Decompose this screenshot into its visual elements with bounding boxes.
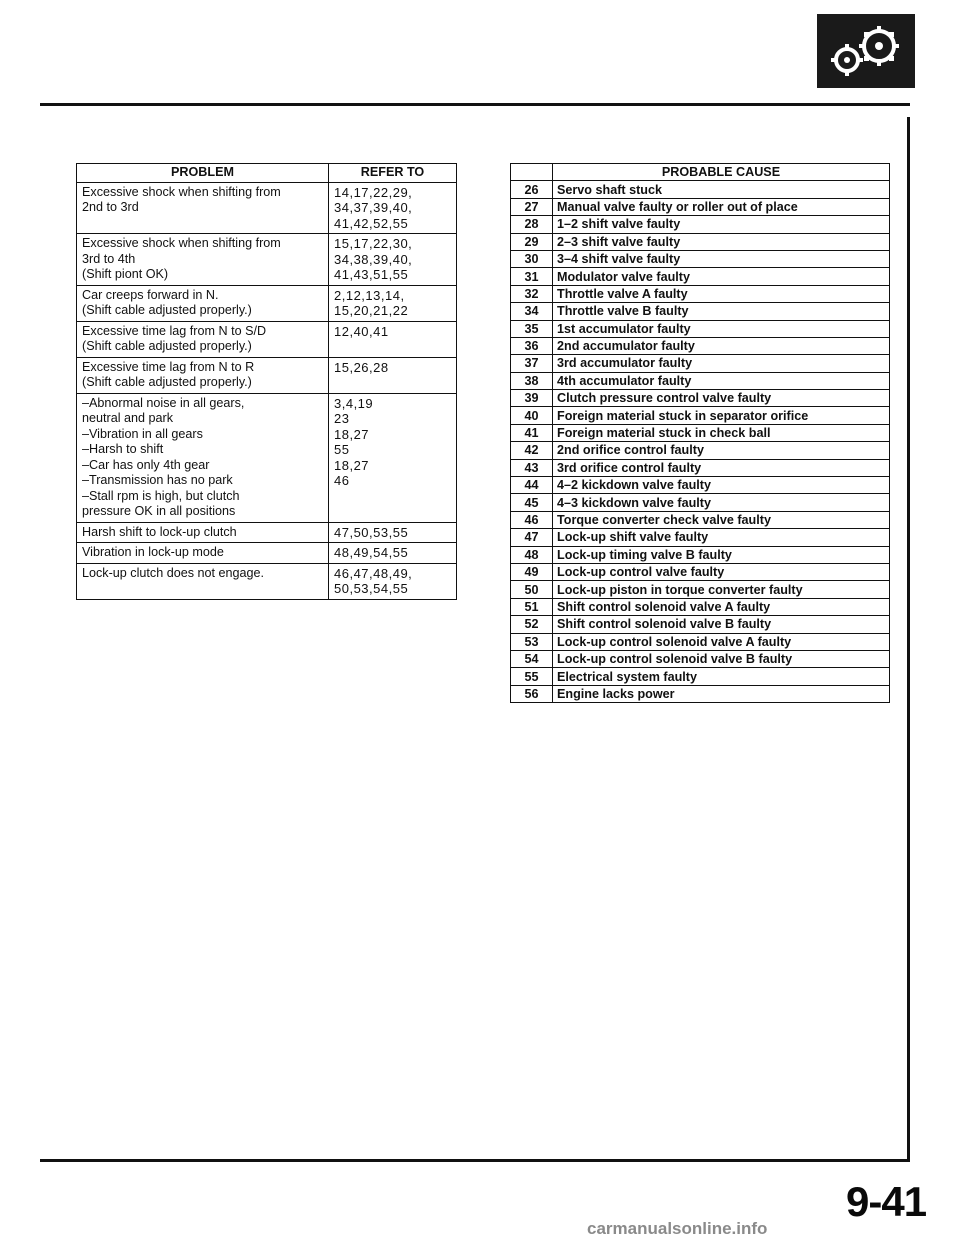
cause-number-cell: 39 <box>511 390 553 407</box>
cause-table-header <box>511 164 890 181</box>
table-row <box>511 511 890 528</box>
table-row <box>511 598 890 615</box>
table-row <box>77 357 457 393</box>
cause-number-cell: 32 <box>511 285 553 302</box>
problem-cell: Vibration in lock-up mode <box>77 543 329 564</box>
cause-number-cell: 27 <box>511 198 553 215</box>
table-row <box>511 650 890 667</box>
cause-number-cell: 30 <box>511 250 553 267</box>
table-row <box>511 268 890 285</box>
cause-text-cell: 2–3 shift valve faulty <box>553 233 890 250</box>
table-row <box>77 182 457 234</box>
table-row <box>77 522 457 543</box>
cause-text-cell: 4–3 kickdown valve faulty <box>553 494 890 511</box>
table-row <box>77 285 457 321</box>
cause-number-cell: 55 <box>511 668 553 685</box>
refer-to-line: 23 <box>334 411 350 426</box>
cause-text-cell: 1–2 shift valve faulty <box>553 216 890 233</box>
table-row <box>77 321 457 357</box>
cause-number-cell: 53 <box>511 633 553 650</box>
cause-number-cell: 50 <box>511 581 553 598</box>
cause-number-cell: 45 <box>511 494 553 511</box>
table-row <box>511 250 890 267</box>
refer-to-line: 41,43,51,55 <box>334 267 409 282</box>
refer-to-line: 15,26,28 <box>334 359 389 375</box>
table-row <box>511 233 890 250</box>
refer-to-line: 34,37,39,40, <box>334 200 413 215</box>
cause-text-cell: 1st accumulator faulty <box>553 320 890 337</box>
cause-number-cell: 35 <box>511 320 553 337</box>
problem-cell: Excessive time lag from N to R (Shift cable adjusted properly.) <box>77 357 329 393</box>
cause-number-cell: 51 <box>511 598 553 615</box>
cause-number-cell: 38 <box>511 372 553 389</box>
table-row <box>77 393 457 522</box>
refer-to-line: 48,49,54,55 <box>334 545 409 560</box>
table-row <box>511 216 890 233</box>
number-header <box>511 164 553 181</box>
cause-text-cell: Modulator valve faulty <box>553 268 890 285</box>
cause-number-cell: 56 <box>511 685 553 702</box>
cause-text-cell: Lock-up control valve faulty <box>553 563 890 580</box>
cause-text-cell: Lock-up control solenoid valve B faulty <box>553 650 890 667</box>
cause-text-cell: 3rd accumulator faulty <box>553 355 890 372</box>
problem-cell: Lock-up clutch does not engage. <box>77 563 329 599</box>
refer-to-line: 15,17,22,30, <box>334 236 413 251</box>
problem-cell: Excessive shock when shifting from 3rd to 4th (Shift piont OK) <box>77 234 329 286</box>
cause-text-cell: Servo shaft stuck <box>553 181 890 198</box>
refer-to-line: 46 <box>334 473 350 488</box>
cause-text-cell: 2nd accumulator faulty <box>553 337 890 354</box>
cause-number-cell: 43 <box>511 459 553 476</box>
cause-text-cell: Electrical system faulty <box>553 668 890 685</box>
refer-to-line: 34,38,39,40, <box>334 251 413 267</box>
cause-text-cell: Lock-up piston in torque converter faulty <box>553 581 890 598</box>
table-row <box>511 355 890 372</box>
cause-number-cell: 44 <box>511 477 553 494</box>
problem-table-header <box>77 164 457 183</box>
table-row <box>511 320 890 337</box>
table-row <box>511 529 890 546</box>
cause-text-cell: Foreign material stuck in check ball <box>553 424 890 441</box>
cause-text-cell: Engine lacks power <box>553 685 890 702</box>
table-row <box>511 198 890 215</box>
refer-to-line: 12,40,41 <box>334 323 389 339</box>
cause-text-cell: 3–4 shift valve faulty <box>553 250 890 267</box>
cause-number-cell: 54 <box>511 650 553 667</box>
cause-number-cell: 29 <box>511 233 553 250</box>
cause-text-cell: Clutch pressure control valve faulty <box>553 390 890 407</box>
table-row <box>511 668 890 685</box>
refer-to-line: 41,42,52,55 <box>334 215 409 231</box>
cause-number-cell: 47 <box>511 529 553 546</box>
table-row <box>511 581 890 598</box>
refer-to-line: 3,4,19 <box>334 395 374 411</box>
table-row <box>511 303 890 320</box>
cause-text-cell: 4th accumulator faulty <box>553 372 890 389</box>
cause-number-cell: 41 <box>511 424 553 441</box>
refer-to-line: 55 <box>334 442 350 457</box>
problem-header: PROBLEM <box>77 164 329 183</box>
cause-number-cell: 46 <box>511 511 553 528</box>
refer-to-cell <box>329 393 457 522</box>
cause-number-cell: 52 <box>511 616 553 633</box>
table-row <box>511 390 890 407</box>
refer-to-cell <box>329 563 457 599</box>
top-rule <box>40 103 910 106</box>
table-row <box>511 563 890 580</box>
table-row <box>77 234 457 286</box>
cause-number-cell: 42 <box>511 442 553 459</box>
refer-to-cell <box>329 182 457 234</box>
table-row <box>511 616 890 633</box>
table-row <box>77 543 457 564</box>
problem-cell: Excessive time lag from N to S/D (Shift cable adjusted properly.) <box>77 321 329 357</box>
cause-text-cell: Lock-up control solenoid valve A faulty <box>553 633 890 650</box>
transmission-gears-icon <box>817 14 915 88</box>
table-row <box>511 407 890 424</box>
cause-number-cell: 49 <box>511 563 553 580</box>
probable-cause-table <box>510 163 890 703</box>
cause-text-cell: Throttle valve A faulty <box>553 285 890 302</box>
cause-number-cell: 26 <box>511 181 553 198</box>
table-row <box>511 546 890 563</box>
cause-text-cell: Shift control solenoid valve A faulty <box>553 598 890 615</box>
refer-to-line: 15,20,21,22 <box>334 303 409 318</box>
page-number: 9-41 <box>846 1178 927 1225</box>
cause-text-cell: Foreign material stuck in separator orifice <box>553 407 890 424</box>
cause-number-cell: 37 <box>511 355 553 372</box>
table-row <box>511 181 890 198</box>
cause-number-cell: 34 <box>511 303 553 320</box>
table-row <box>511 685 890 702</box>
table-row <box>511 337 890 354</box>
cause-text-cell: 4–2 kickdown valve faulty <box>553 477 890 494</box>
refer-to-line: 46,47,48,49, <box>334 565 413 581</box>
table-row <box>511 424 890 441</box>
cause-number-cell: 36 <box>511 337 553 354</box>
cause-text-cell: 2nd orifice control faulty <box>553 442 890 459</box>
refer-to-line: 2,12,13,14, <box>334 287 405 303</box>
refer-to-cell <box>329 285 457 321</box>
table-row <box>511 494 890 511</box>
refer-to-header: REFER TO <box>329 164 457 183</box>
bottom-rule <box>40 1159 910 1162</box>
cause-text-cell: Throttle valve B faulty <box>553 303 890 320</box>
refer-to-cell <box>329 321 457 357</box>
refer-to-cell <box>329 357 457 393</box>
cause-number-cell: 48 <box>511 546 553 563</box>
table-row <box>77 563 457 599</box>
cause-text-cell: Lock-up timing valve B faulty <box>553 546 890 563</box>
cause-text-cell: 3rd orifice control faulty <box>553 459 890 476</box>
refer-to-line: 14,17,22,29, <box>334 184 413 200</box>
probable-cause-header: PROBABLE CAUSE <box>553 164 890 181</box>
refer-to-cell <box>329 522 457 543</box>
refer-to-line: 50,53,54,55 <box>334 581 409 596</box>
refer-to-cell <box>329 543 457 564</box>
problem-cell: Car creeps forward in N. (Shift cable adjusted properly.) <box>77 285 329 321</box>
table-row <box>511 442 890 459</box>
refer-to-line: 18,27 <box>334 457 370 473</box>
cause-number-cell: 40 <box>511 407 553 424</box>
cause-text-cell: Manual valve faulty or roller out of place <box>553 198 890 215</box>
cause-text-cell: Lock-up shift valve faulty <box>553 529 890 546</box>
problem-table <box>76 163 457 600</box>
right-rule <box>907 117 910 1162</box>
watermark: carmanualsonline.info <box>587 1219 768 1238</box>
table-row <box>511 477 890 494</box>
refer-to-line: 18,27 <box>334 426 370 442</box>
refer-to-line: 47,50,53,55 <box>334 524 409 540</box>
problem-cell: –Abnormal noise in all gears, neutral and park –Vibration in all gears –Harsh to shift –Car has only 4th gear –Transmission has no park –Stall rpm is high, but clutch pressure OK in all positions <box>77 393 329 522</box>
table-row <box>511 372 890 389</box>
cause-number-cell: 31 <box>511 268 553 285</box>
table-row <box>511 459 890 476</box>
refer-to-cell <box>329 234 457 286</box>
table-row <box>511 285 890 302</box>
table-row <box>511 633 890 650</box>
problem-cell: Harsh shift to lock-up clutch <box>77 522 329 543</box>
cause-number-cell: 28 <box>511 216 553 233</box>
problem-cell: Excessive shock when shifting from 2nd to 3rd <box>77 182 329 234</box>
cause-text-cell: Shift control solenoid valve B faulty <box>553 616 890 633</box>
cause-text-cell: Torque converter check valve faulty <box>553 511 890 528</box>
